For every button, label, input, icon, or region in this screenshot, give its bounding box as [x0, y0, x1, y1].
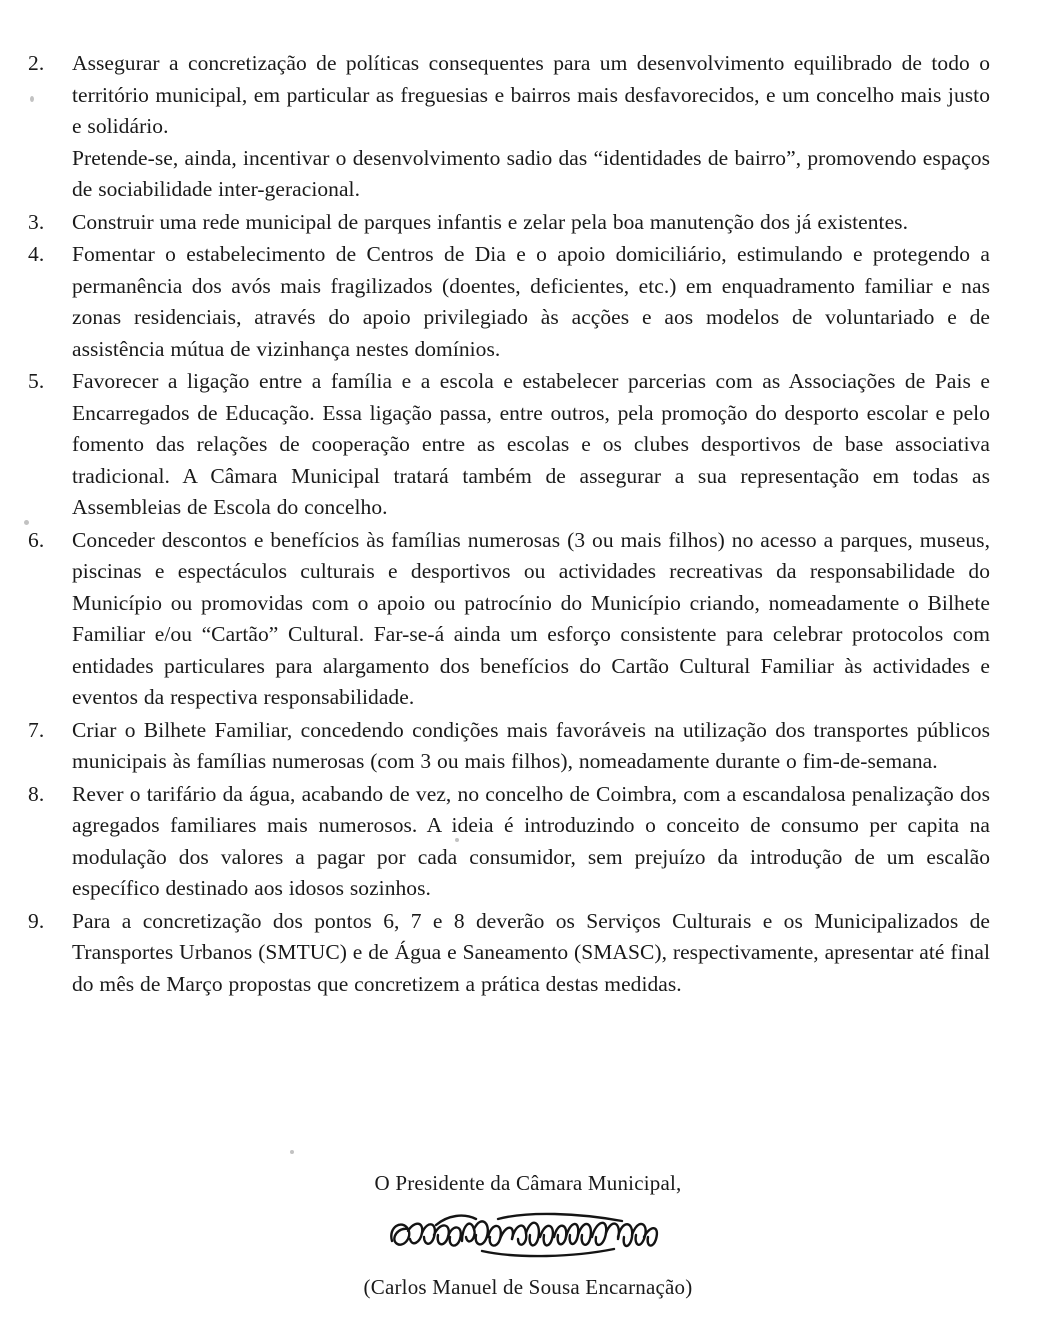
list-item-text: [72, 715, 990, 778]
numbered-list: [26, 48, 990, 1000]
paragraph: Construir uma rede municipal de parques infantis e zelar pela boa manutenção dos já existentes.: [72, 209, 909, 234]
paragraph: Conceder descontos e benefícios às famílias numerosas (3 ou mais filhos) no acesso a parques, museus, piscinas e espectáculos culturais e desportivos ou actividades recreativas da responsabilidade do Município ou promovidas com o apoio ou patrocínio do Município criando, nomeadamente o Bilhete Familiar e/ou “Cartão” Cultural. Far-se-á ainda um esforço consistente para celebrar protocolos com entidades particulares para alargamento dos benefícios do Cartão Cultural Familiar às actividades e eventos da respectiva responsabilidade.: [72, 527, 990, 709]
list-item-marker: 4.: [28, 242, 45, 266]
list-item-marker: 9.: [28, 908, 45, 933]
list-item: [26, 906, 990, 1001]
signature-scribble-icon: [0, 1206, 1056, 1268]
list-item-text: [72, 906, 990, 1001]
list-item-text: [72, 48, 990, 206]
list-item: [26, 715, 990, 778]
list-item-text: [72, 779, 990, 905]
list-item: [26, 779, 990, 905]
signature-title: O Presidente da Câmara Municipal,: [374, 1171, 682, 1195]
paragraph: Criar o Bilhete Familiar, concedendo condições mais favoráveis na utilização dos transportes públicos municipais às famílias numerosas (com 3 ou mais filhos), nomeadamente durante o fim-de-semana.: [72, 717, 990, 773]
list-item-text: [72, 366, 990, 524]
scan-speck: [24, 520, 29, 525]
scan-speck: [455, 838, 459, 842]
paragraph: Favorecer a ligação entre a família e a escola e estabelecer parcerias com as Associações de Pais e Encarregados de Educação. Essa ligação passa, entre outros, pela promoção do desporto escolar e pelo fomento das relações de cooperação entre as escolas e os clubes desportivos de base associativa tradicional. A Câmara Municipal tratará também de assegurar a sua representação em todas as Assembleias de Escola do concelho.: [72, 369, 990, 519]
signature-name: (Carlos Manuel de Sousa Encarnação): [363, 1275, 693, 1299]
list-item-marker: 8.: [28, 781, 45, 806]
list-item: [26, 48, 990, 206]
list-item: [26, 207, 990, 239]
list-item: [26, 366, 990, 524]
list-item-marker: 3.: [28, 209, 45, 234]
list-item-text: [72, 525, 990, 714]
list-item-text: [72, 239, 990, 365]
signature-block: [0, 1168, 1056, 1302]
paragraph: Fomentar o estabelecimento de Centros de Dia e o apoio domiciliário, estimulando e protegendo a permanência dos avós mais fragilizados (doentes, deficientes, etc.) em enquadramento familiar e nas zonas residenciais, através do apoio privilegiado às acções e aos modelos de voluntariado e de assistência mútua de vizinhança nestes domínios.: [72, 242, 990, 361]
list-item-text: [72, 207, 990, 239]
scan-speck: [290, 1150, 294, 1154]
paragraph: Rever o tarifário da água, acabando de vez, no concelho de Coimbra, com a escandalosa penalização dos agregados familiares mais numerosos. A ideia é introduzindo o conceito de consumo per capita na modulação dos valores a pagar por cada consumidor, sem prejuízo da introdução de um escalão específico destinado aos idosos sozinhos.: [72, 781, 990, 900]
list-item: [26, 525, 990, 714]
paragraph: Para a concretização dos pontos 6, 7 e 8 deverão os Serviços Culturais e os Municipalizados de Transportes Urbanos (SMTUC) e de Água e Saneamento (SMASC), respectivamente, apresentar até final do mês de Março propostas que concretizem a prática destas medidas.: [72, 908, 990, 996]
list-item-marker: 7.: [28, 717, 45, 742]
paragraph: Assegurar a concretização de políticas consequentes para um desenvolvimento equilibrado de todo o território municipal, em particular as freguesias e bairros mais desfavorecidos, e um concelho mais justo e solidário.: [72, 51, 990, 138]
scan-speck: [30, 96, 34, 102]
paragraph: Pretende-se, ainda, incentivar o desenvolvimento sadio das “identidades de bairro”, promovendo espaços de sociabilidade inter-geracional.: [72, 145, 990, 201]
list-item: [26, 239, 990, 365]
list-item-marker: 2.: [28, 51, 45, 75]
list-item-marker: 6.: [28, 527, 45, 552]
list-item-marker: 5.: [28, 369, 45, 393]
